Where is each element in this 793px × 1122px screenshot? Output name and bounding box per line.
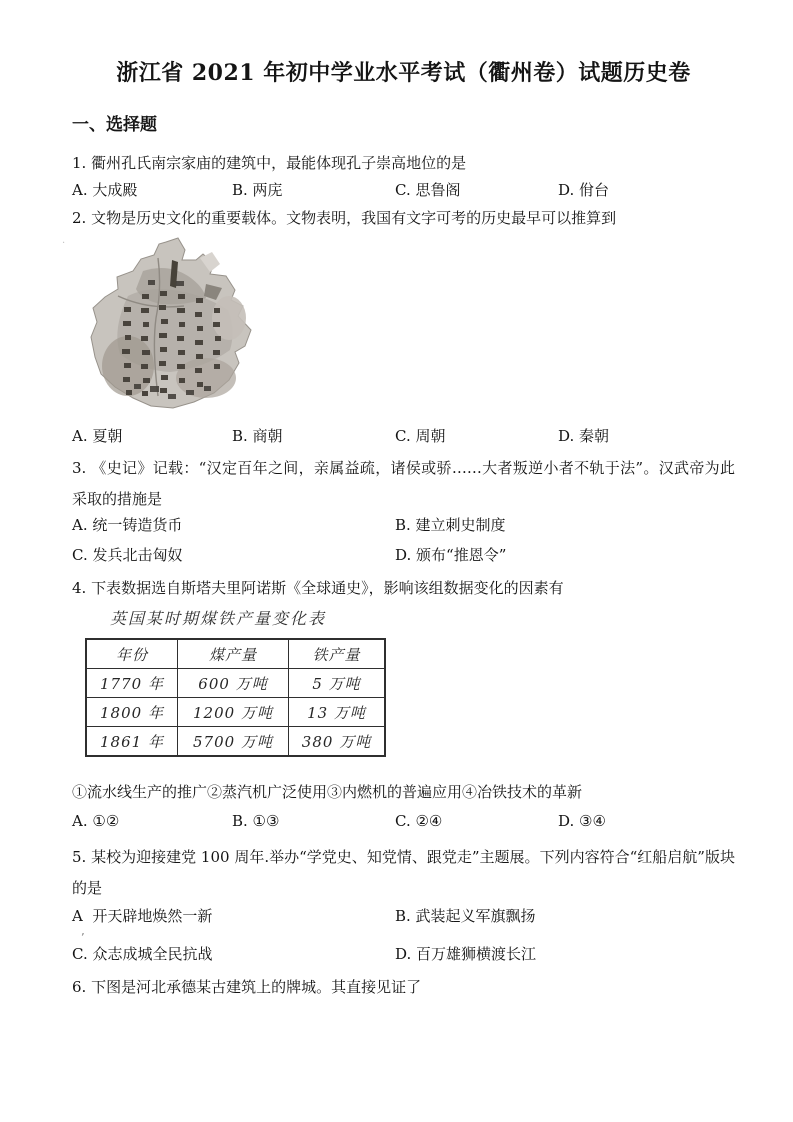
question-1-options — [72, 178, 735, 203]
q4-option-d: D. ③④ — [558, 812, 606, 830]
q2-option-d: D. 秦朝 — [558, 427, 610, 445]
oracle-bone-figure — [88, 236, 258, 412]
q4-option-a: A. ①② — [72, 812, 120, 830]
table-cell: 5700 万吨 — [178, 727, 289, 757]
oracle-bone-image — [88, 236, 258, 412]
table-row — [86, 669, 385, 698]
stray-mark-line — [72, 929, 735, 942]
q4-option-c: C. ②④ — [395, 812, 443, 830]
question-4-options — [72, 809, 735, 834]
table-header-coal: 煤产量 — [178, 639, 289, 669]
table-cell: 600 万吨 — [178, 669, 289, 698]
q1-option-b: B. 两庑 — [232, 181, 283, 199]
q3-option-c: C. 发兵北击匈奴 — [72, 546, 183, 564]
q5-option-c: C. 众志成城全民抗战 — [72, 945, 213, 963]
q5-option-b: B. 武装起义军旗飘扬 — [395, 907, 536, 925]
q3-option-d: D. 颁布“推恩令” — [395, 546, 507, 564]
q1-option-d: D. 佾台 — [558, 181, 610, 199]
table-row — [86, 698, 385, 727]
table-cell: 1861 年 — [86, 727, 178, 757]
q2-option-b: B. 商朝 — [232, 427, 283, 445]
question-2-stem: 2. 文物是历史文化的重要载体。文物表明，我国有文字可考的历史最早可以推算到 — [72, 209, 617, 227]
question-5-options-cd — [72, 942, 735, 967]
table-cell: 5 万吨 — [289, 669, 386, 698]
table-cell: 13 万吨 — [289, 698, 386, 727]
question-4-items: ①流水线生产的推广②蒸汽机广泛使用③内燃机的普遍应用④冶铁技术的革新 — [72, 783, 583, 801]
page-title: 浙江省 2021 年初中学业水平考试（衢州卷）试题历史卷 — [116, 60, 691, 86]
q5-option-d: D. 百万雄狮横渡长江 — [395, 945, 537, 963]
q3-option-b: B. 建立刺史制度 — [395, 516, 506, 534]
q2-option-a: A. 夏朝 — [72, 427, 123, 445]
coal-iron-output-table — [85, 638, 386, 757]
q2-option-c: C. 周朝 — [395, 427, 446, 445]
question-6-stem: 6. 下图是河北承德某古建筑上的牌城。其直接见证了 — [72, 978, 422, 996]
q1-option-a: A. 大成殿 — [72, 181, 138, 199]
question-1-stem: 1. 衢州孔氏南宗家庙的建筑中，最能体现孔子崇高地位的是 — [72, 154, 467, 172]
question-4-stem: 4. 下表数据选自斯塔夫里阿诺斯《全球通史》，影响该组数据变化的因素有 — [72, 579, 564, 597]
table-row — [86, 727, 385, 757]
table-cell: 1800 年 — [86, 698, 178, 727]
question-3-options-ab — [72, 513, 735, 538]
q5-option-a: A 开天辟地焕然一新 — [72, 907, 213, 925]
table-cell: 1200 万吨 — [178, 698, 289, 727]
q3-option-a: A. 统一铸造货币 — [72, 516, 183, 534]
table-header-row — [86, 639, 385, 669]
q4-option-b: B. ①③ — [232, 812, 280, 830]
table-cell: 380 万吨 — [289, 727, 386, 757]
table-header-year: 年份 — [86, 639, 178, 669]
stray-mark: ’ — [81, 931, 85, 944]
question-5-stem: 5. 某校为迎接建党 100 周年.举办“学党史、知党情、跟党走”主题展。下列内容符合“红船启航”版块的是 — [72, 848, 735, 897]
stray-dot: · — [62, 238, 66, 249]
table-title: 英国某时期煤铁产量变化表 — [110, 609, 327, 628]
question-2-options — [72, 424, 735, 449]
question-3-stem: 3. 《史记》记载：“汉定百年之间，亲属益疏，诸侯或骄……大者叛逆小者不轨于法”。汉武帝为此采取的措施是 — [72, 459, 735, 508]
section-heading: 一、选择题 — [72, 115, 157, 135]
question-5-options-ab — [72, 904, 735, 929]
table-cell: 1770 年 — [86, 669, 178, 698]
question-3-options-cd — [72, 543, 735, 568]
table-header-iron: 铁产量 — [289, 639, 386, 669]
q1-option-c: C. 思鲁阁 — [395, 181, 461, 199]
